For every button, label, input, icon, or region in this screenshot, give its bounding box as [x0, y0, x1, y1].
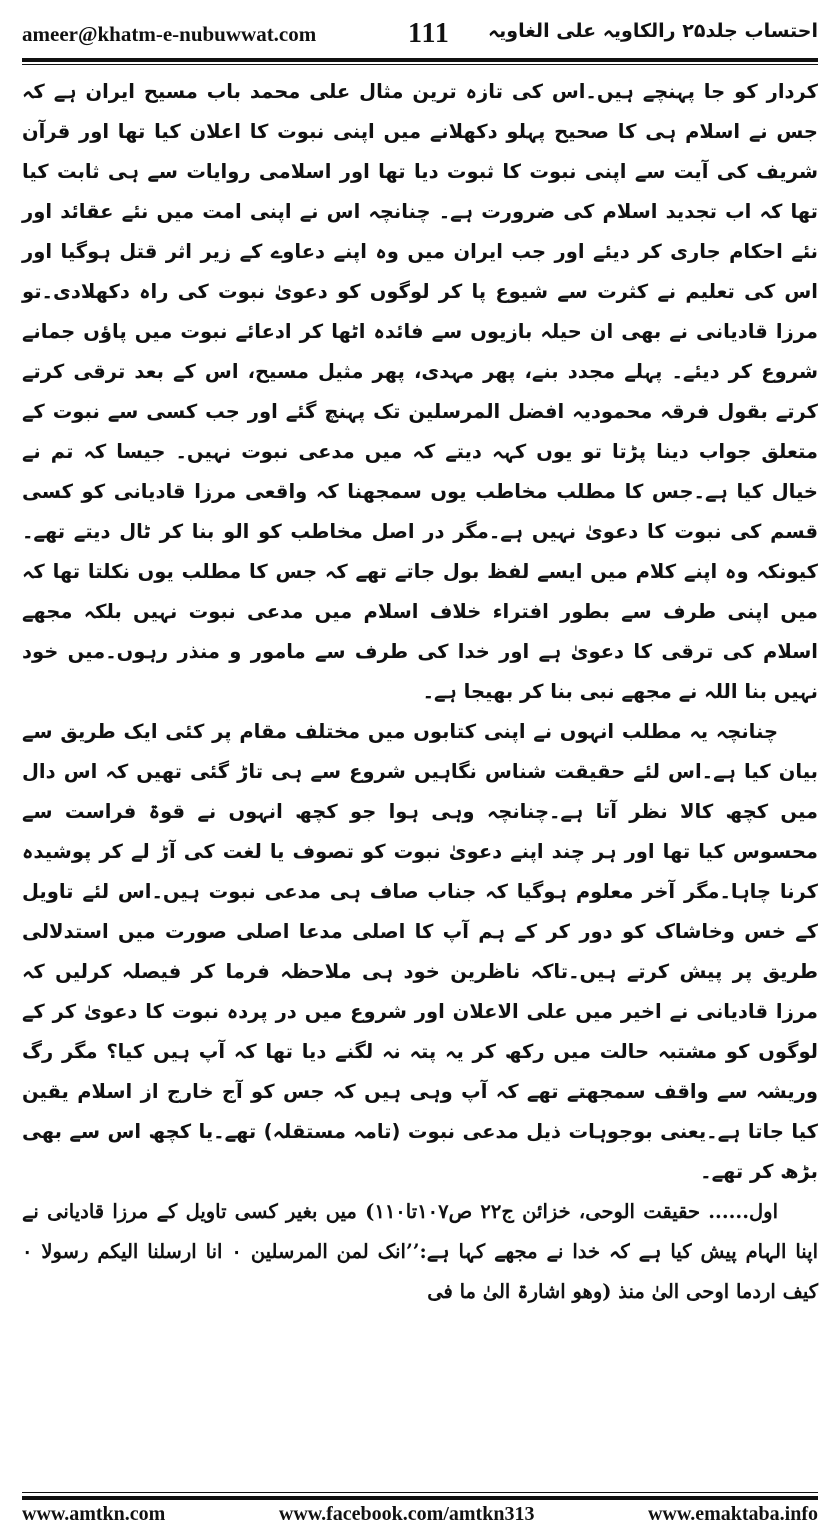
header-rule-thick [22, 58, 818, 62]
header-rule-thin [22, 64, 818, 65]
footer-link-emaktaba[interactable]: www.emaktaba.info [647, 1503, 818, 1525]
footer-link-facebook[interactable]: www.facebook.com/amtkn313 [278, 1503, 535, 1525]
footer-link-amtkn[interactable]: www.amtkn.com [22, 1503, 166, 1525]
header-email[interactable]: ameer@khatm-e-nubuwwat.com [22, 22, 317, 46]
paragraph-3: اول...... حقیقت الوحی، خزائن ج۲۲ ص۱۰۷تا۱۱۰) میں بغیر کسی تاویل کے مرزا قادیانی نے اپنا الہام پیش کیا ہے کہ خدا نے مجھے کہا ہے:’’انک لمن المرسلین ۰ انا ارسلنا الیکم رسولا ۰ کیف اردما اوحی الیٰ منذ (وھو اشارۃ الیٰ ما فی [22, 1200, 818, 1303]
page-body [22, 72, 818, 1472]
paragraph-2: چنانچہ یہ مطلب انہوں نے اپنی کتابوں میں مختلف مقام پر کئی ایک طریق سے بیان کیا ہے۔اس لئے حقیقت شناس نگاہیں شروع سے ہی تاڑ گئی تھیں کہ اس دال میں کچھ کالا نظر آتا ہے۔چنانچہ وہی ہوا جو کچھ انہوں نے قوۃ فراست سے محسوس کیا تھا اور ہر چند اپنے دعویٰ نبوت کو تصوف یا لغت کی آڑ لے کر پوشیدہ کرنا چاہا۔مگر آخر معلوم ہوگیا کہ جناب صاف ہی مدعی نبوت ہیں۔اس لئے تاویل کے خس وخاشاک کو دور کر کے ہم آپ کا اصلی مدعا اصلی صورت میں استدلالی طریق پر پیش کرتے ہیں۔تاکہ ناظرین خود ہی ملاحظہ فرما کر فیصلہ کرلیں کہ مرزا قادیانی نے اخیر میں علی الاعلان اور شروع میں در پردہ نبوت کا دعویٰ کر کے لوگوں کو مشتبہ حالت میں رکھ کر یہ پتہ نہ لگنے دیا تھا کہ آپ ہیں کیا؟ مگر رگ وریشہ سے واقف سمجھتے تھے کہ آپ وہی ہیں کہ جس کو آج خارج از اسلام یقین کیا جاتا ہے۔یعنی بوجوہات ذیل مدعی نبوت (تامہ مستقلہ) تھے۔یا کچھ اس سے بھی بڑھ کر تھے۔ [22, 720, 818, 1183]
footer-rule-thick [22, 1496, 818, 1500]
book-title: احتساب جلد۲۵ رالکاویہ علی الغاویہ [488, 20, 818, 42]
page-footer [22, 1503, 818, 1526]
page-number: 111 [408, 18, 450, 49]
paragraph-1: کردار کو جا پہنچے ہیں۔اس کی تازہ ترین مثال علی محمد باب مسیح ایران ہے کہ جس نے اسلام ہی کا صحیح پہلو دکھلانے میں اپنی نبوت کا اعلان کیا تھا اور قرآن شریف کی آیت سے اپنی نبوت کا ثبوت دیا تھا اور اسلامی روایات سے ہی ثابت کیا تھا کہ اب تجدید اسلام کی ضرورت ہے۔ چنانچہ اس نے اپنی امت میں نئے عقائد اور نئے احکام جاری کر دیئے اور جب ایران میں وہ اپنے دعاوے کے زیر اثر قتل ہوگیا اور اس کی تعلیم نے کثرت سے شیوع پا کر لوگوں کو دعویٰ نبوت کی راہ دکھلادی۔تو مرزا قادیانی نے بھی ان حیلہ بازیوں سے فائدہ اٹھا کر ادعائے نبوت میں پاؤں جمانے شروع کر دیئے۔ پہلے مجدد بنے، پھر مہدی، پھر مثیل مسیح، اس کے بعد ترقی کرتے کرتے بقول فرقہ محمودیہ افضل المرسلین تک پہنچ گئے اور جب کسی سے نبوت کے متعلق جواب دینا پڑتا تو یوں کہہ دیتے کہ میں مدعی نبوت نہیں۔ جیسا کہ تم نے خیال کیا ہے۔جس کا مطلب مخاطب یوں سمجھنا کہ واقعی مرزا قادیانی کو کسی قسم کی نبوت کا دعویٰ نہیں ہے۔مگر در اصل مخاطب کو الو بنا کر ٹال دیتے تھے۔ کیونکہ وہ اپنے کلام میں ایسے لفظ بول جاتے تھے کہ جس کا مطلب یوں نکلتا تھا کہ میں اپنی طرف سے بطور افتراء خلاف اسلام میں مدعی نبوت نہیں بلکہ مجھے اسلام کی ترقی کا دعویٰ ہے اور خدا کی طرف سے مامور و منذر رہوں۔میں خود نہیں بنا اللہ نے مجھے نبی بنا کر بھیجا ہے۔ [22, 80, 818, 703]
footer-rule-thin [22, 1492, 818, 1493]
